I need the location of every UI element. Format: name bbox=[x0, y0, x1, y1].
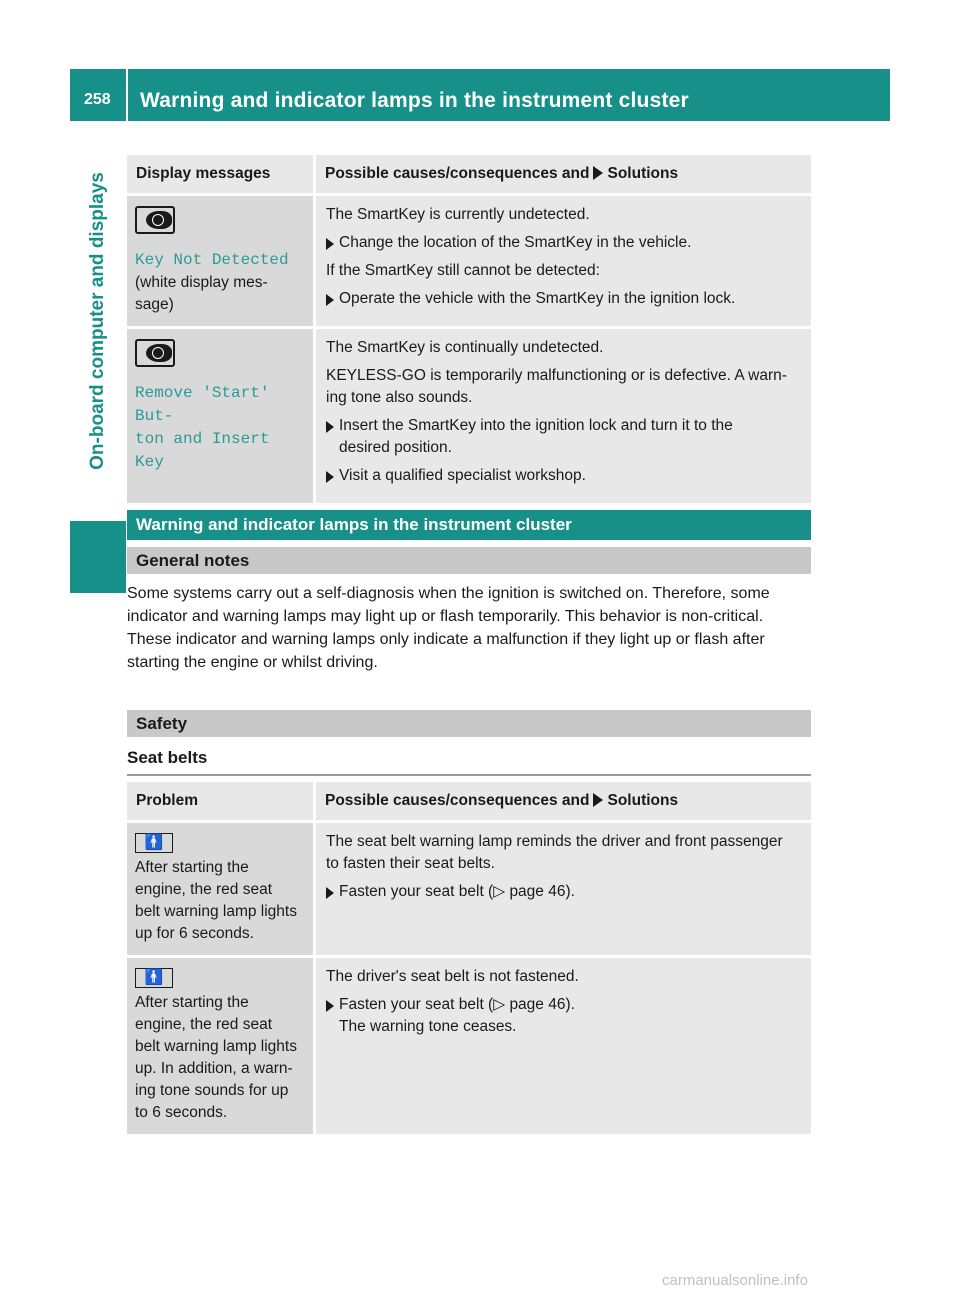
col-header-solutions-text: Possible causes/consequences and bbox=[325, 165, 590, 182]
col-header-problem: Problem bbox=[127, 782, 313, 823]
col-header-solutions-tail: Solutions bbox=[607, 165, 679, 182]
problem-cell bbox=[127, 823, 313, 958]
seat-belt-table bbox=[127, 782, 811, 1137]
problem-cell bbox=[127, 958, 313, 1137]
col-header-display-messages: Display messages bbox=[127, 155, 313, 196]
page-header bbox=[70, 69, 890, 121]
display-messages-table bbox=[127, 155, 811, 506]
solution-text: The SmartKey is currently undetected. bbox=[326, 206, 590, 223]
solution-step: Operate the vehicle with the SmartKey in the ignition lock. bbox=[326, 288, 803, 310]
display-message: ton and Insert Key bbox=[135, 430, 270, 471]
problem-text: After starting the engine, the red seat belt warning lamp lights up. In addition, a warn- ing tone sounds for up to 6 seconds. bbox=[135, 994, 297, 1121]
solution-text: The SmartKey is continually undetected. bbox=[326, 339, 604, 356]
table-row bbox=[127, 196, 811, 329]
solution-cell bbox=[313, 823, 811, 958]
message-note: (white display mes- sage) bbox=[135, 274, 268, 313]
table-header-row bbox=[127, 782, 811, 823]
seat-belts-heading: Seat belts bbox=[127, 748, 811, 776]
table-row bbox=[127, 329, 811, 506]
display-message: Key Not Detected bbox=[135, 251, 289, 269]
solution-cell bbox=[313, 958, 811, 1137]
col-header-solutions-text: Possible causes/consequences and bbox=[325, 792, 590, 809]
solution-text: KEYLESS-GO is temporarily malfunctioning or is defective. A warn- ing tone also sounds. bbox=[326, 367, 787, 406]
solution-step: Change the location of the SmartKey in the vehicle. bbox=[326, 232, 803, 254]
section-title: Warning and indicator lamps in the instrument cluster bbox=[136, 515, 572, 534]
message-cell bbox=[127, 196, 313, 329]
table-row bbox=[127, 823, 811, 958]
watermark: carmanualsonline.info bbox=[662, 1272, 808, 1289]
solution-step: Fasten your seat belt (▷ page 46). bbox=[326, 881, 803, 903]
solution-step: Fasten your seat belt (▷ page 46). The warning tone ceases. bbox=[326, 994, 803, 1038]
seat-belt-icon: 🚹 bbox=[135, 833, 173, 853]
table-header-row bbox=[127, 155, 811, 196]
safety-bar bbox=[127, 710, 811, 737]
table-row bbox=[127, 958, 811, 1137]
smartkey-icon bbox=[135, 206, 175, 234]
page-number: 258 bbox=[84, 91, 111, 108]
header-title: Warning and indicator lamps in the instrument cluster bbox=[140, 89, 689, 112]
general-notes-para-1: Some systems carry out a self-diagnosis when the ignition is switched on. Therefore, some indicator and warning lamps may light up or flash temporarily. This behavior is non-critical. bbox=[127, 585, 770, 625]
page-number-box bbox=[70, 69, 126, 121]
seat-belt-icon: 🚹 bbox=[135, 968, 173, 988]
general-notes-title: General notes bbox=[136, 551, 250, 570]
solution-text: The driver's seat belt is not fastened. bbox=[326, 968, 579, 985]
side-tab bbox=[70, 121, 126, 1232]
arrow-icon bbox=[593, 793, 603, 807]
general-notes-bar bbox=[127, 547, 811, 574]
side-tab-label: On-board computer and displays bbox=[87, 172, 108, 470]
col-header-solutions bbox=[313, 782, 811, 823]
solution-text: If the SmartKey still cannot be detected: bbox=[326, 262, 600, 279]
arrow-icon bbox=[593, 166, 603, 180]
solution-step: Insert the SmartKey into the ignition lock and turn it to the desired position. bbox=[326, 415, 803, 459]
problem-text: After starting the engine, the red seat belt warning lamp lights up for 6 seconds. bbox=[135, 859, 297, 942]
smartkey-icon bbox=[135, 339, 175, 367]
message-cell bbox=[127, 329, 313, 506]
side-tab-marker bbox=[70, 521, 126, 593]
general-notes-para-2: These indicator and warning lamps only indicate a malfunction if they light up or flash after starting the engine or whilst driving. bbox=[127, 631, 765, 671]
safety-title: Safety bbox=[136, 714, 188, 733]
solution-cell bbox=[313, 329, 811, 506]
display-message: Remove 'Start' But‐ bbox=[135, 384, 270, 425]
side-tab-label-box bbox=[70, 121, 126, 521]
col-header-solutions bbox=[313, 155, 811, 196]
header-title-bar bbox=[128, 69, 890, 121]
section-title-bar bbox=[127, 510, 811, 540]
solution-cell bbox=[313, 196, 811, 329]
solution-text: The seat belt warning lamp reminds the driver and front passenger to fasten their seat belts. bbox=[326, 833, 783, 872]
solution-step: Visit a qualified specialist workshop. bbox=[326, 465, 803, 487]
col-header-solutions-tail: Solutions bbox=[607, 792, 679, 809]
